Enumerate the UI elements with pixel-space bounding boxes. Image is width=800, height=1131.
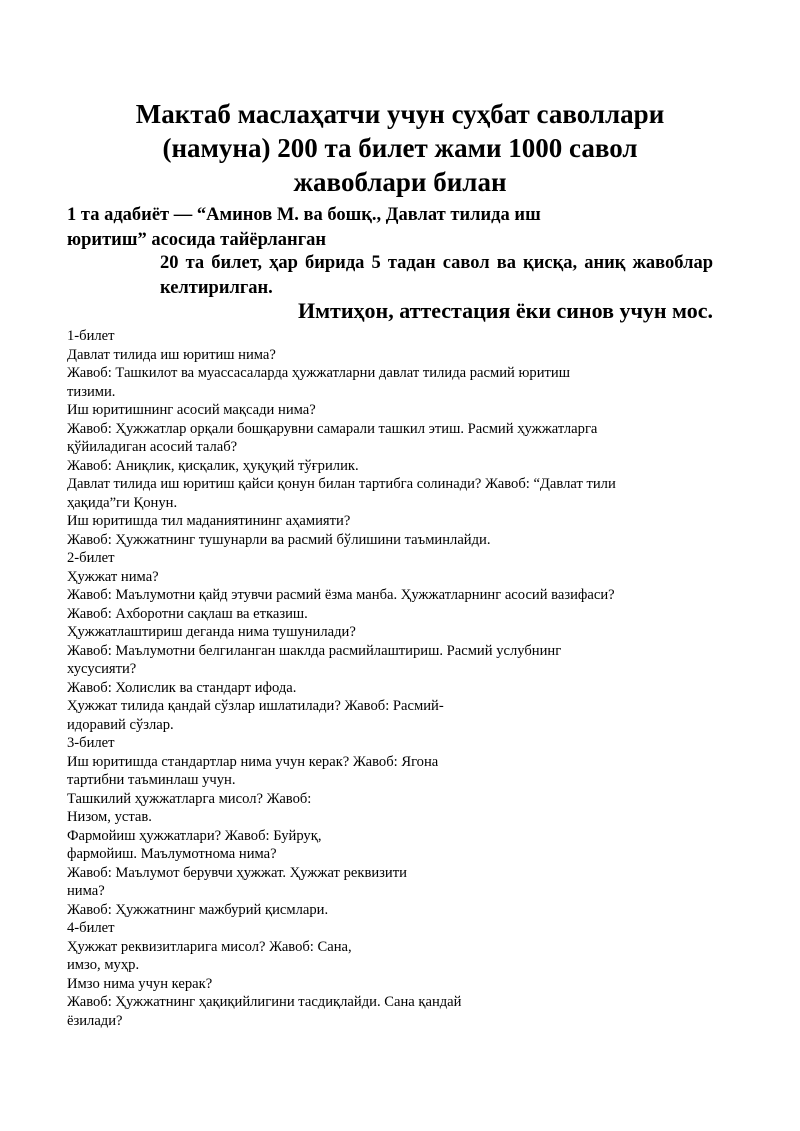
text-line: Жавоб: Ташкилот ва муассасаларда ҳужжатларни давлат тилида расмий юритиш <box>67 365 570 381</box>
text-line: Жавоб: Аниқлик, қисқалик, ҳуқуқий тўғрилик. <box>67 457 359 474</box>
text-line: хусусияти? <box>67 661 137 677</box>
text-line: тизими. <box>67 383 116 400</box>
suitable-note: Имтиҳон, аттестация ёки синов учун мос. <box>297 298 713 323</box>
text-line: нима? <box>67 883 105 899</box>
text-line: қўйиладиган асосий талаб? <box>67 439 238 455</box>
text-line: Ҳужжат нима? <box>67 568 159 585</box>
text-line: Жавоб: Маълумотни қайд этувчи расмий ёзма манба. Ҳужжатларнинг асосий вазифаси? <box>67 587 615 603</box>
text-line: Иш юритишнинг асосий мақсади нима? <box>67 402 316 418</box>
text-line: Ташкилий ҳужжатларга мисол? Жавоб: <box>67 790 312 807</box>
source-reference <box>67 203 687 253</box>
tickets-note: 20 та билет, ҳар бирида 5 тадан савол ва қисқа, аниқ жавоблар келтирилган. <box>160 253 713 298</box>
text-line: Ҳужжат реквизитларига мисол? Жавоб: Сана, <box>67 938 352 955</box>
text-line: 3-билет <box>67 735 115 751</box>
text-line: тартибни таъминлаш учун. <box>67 772 236 788</box>
text-line: Ҳужжат тилида қандай сўзлар ишлатилади? Жавоб: Расмий- <box>67 698 444 714</box>
text-line: имзо, муҳр. <box>67 957 140 973</box>
text-line: ҳақида”ги Қонун. <box>67 494 178 511</box>
text-line: Жавоб: Ҳужжатнинг мажбурий қисмлари. <box>67 901 329 918</box>
text-line: Низом, устав. <box>67 809 152 825</box>
title-line: жавоблари билан <box>293 167 507 197</box>
text-line: Жавоб: Ҳужжатнинг ҳақиқийлигини тасдиқлайди. Сана қандай <box>67 994 462 1010</box>
text-line: Имзо нима учун керак? <box>67 975 213 992</box>
text-line: Жавоб: Ахборотни сақлаш ва етказиш. <box>67 605 308 622</box>
text-line: фармойиш. Маълумотнома нима? <box>67 846 277 862</box>
text-line: 1-билет <box>67 328 115 344</box>
document-title <box>60 97 740 199</box>
text-line: Жавоб: Маълумот берувчи ҳужжат. Ҳужжат реквизити <box>67 864 407 881</box>
text-line: Иш юритишда тил маданиятининг аҳамияти? <box>67 513 351 529</box>
source-line: юритиш” асосида тайёрланган <box>67 230 326 250</box>
text-line: ёзилади? <box>67 1012 123 1029</box>
text-line: Жавоб: Ҳужжатнинг тушунарли ва расмий бўлишини таъминлайди. <box>67 531 491 548</box>
text-line: Ҳужжатлаштириш деганда нима тушунилади? <box>67 624 356 640</box>
text-line: 4-билет <box>67 920 115 936</box>
question-answer-list <box>67 327 747 1030</box>
text-line: Жавоб: Маълумотни белгиланган шаклда расмийлаштириш. Расмий услубнинг <box>67 642 562 659</box>
title-line: Мактаб маслаҳатчи учун суҳбат саволлари <box>135 99 665 129</box>
title-line: (намуна) 200 та билет жами 1000 савол <box>162 133 638 163</box>
text-line: Давлат тилида иш юритиш нима? <box>67 346 276 363</box>
text-line: Фармойиш ҳужжатлари? Жавоб: Буйруқ, <box>67 827 322 844</box>
text-line: Жавоб: Ҳужжатлар орқали бошқарувни самарали ташкил этиш. Расмий ҳужжатларга <box>67 420 598 437</box>
text-line: Иш юритишда стандартлар нима учун керак? Жавоб: Ягона <box>67 753 439 770</box>
text-line: Давлат тилида иш юритиш қайси қонун билан тартибга солинади? Жавоб: “Давлат тили <box>67 476 616 492</box>
text-line: идоравий сўзлар. <box>67 716 174 733</box>
text-line: 2-билет <box>67 550 115 566</box>
source-line: 1 та адабиёт — “Аминов М. ва бошқ., Давлат тилида иш <box>67 205 541 225</box>
text-line: Жавоб: Холислик ва стандарт ифода. <box>67 679 297 696</box>
